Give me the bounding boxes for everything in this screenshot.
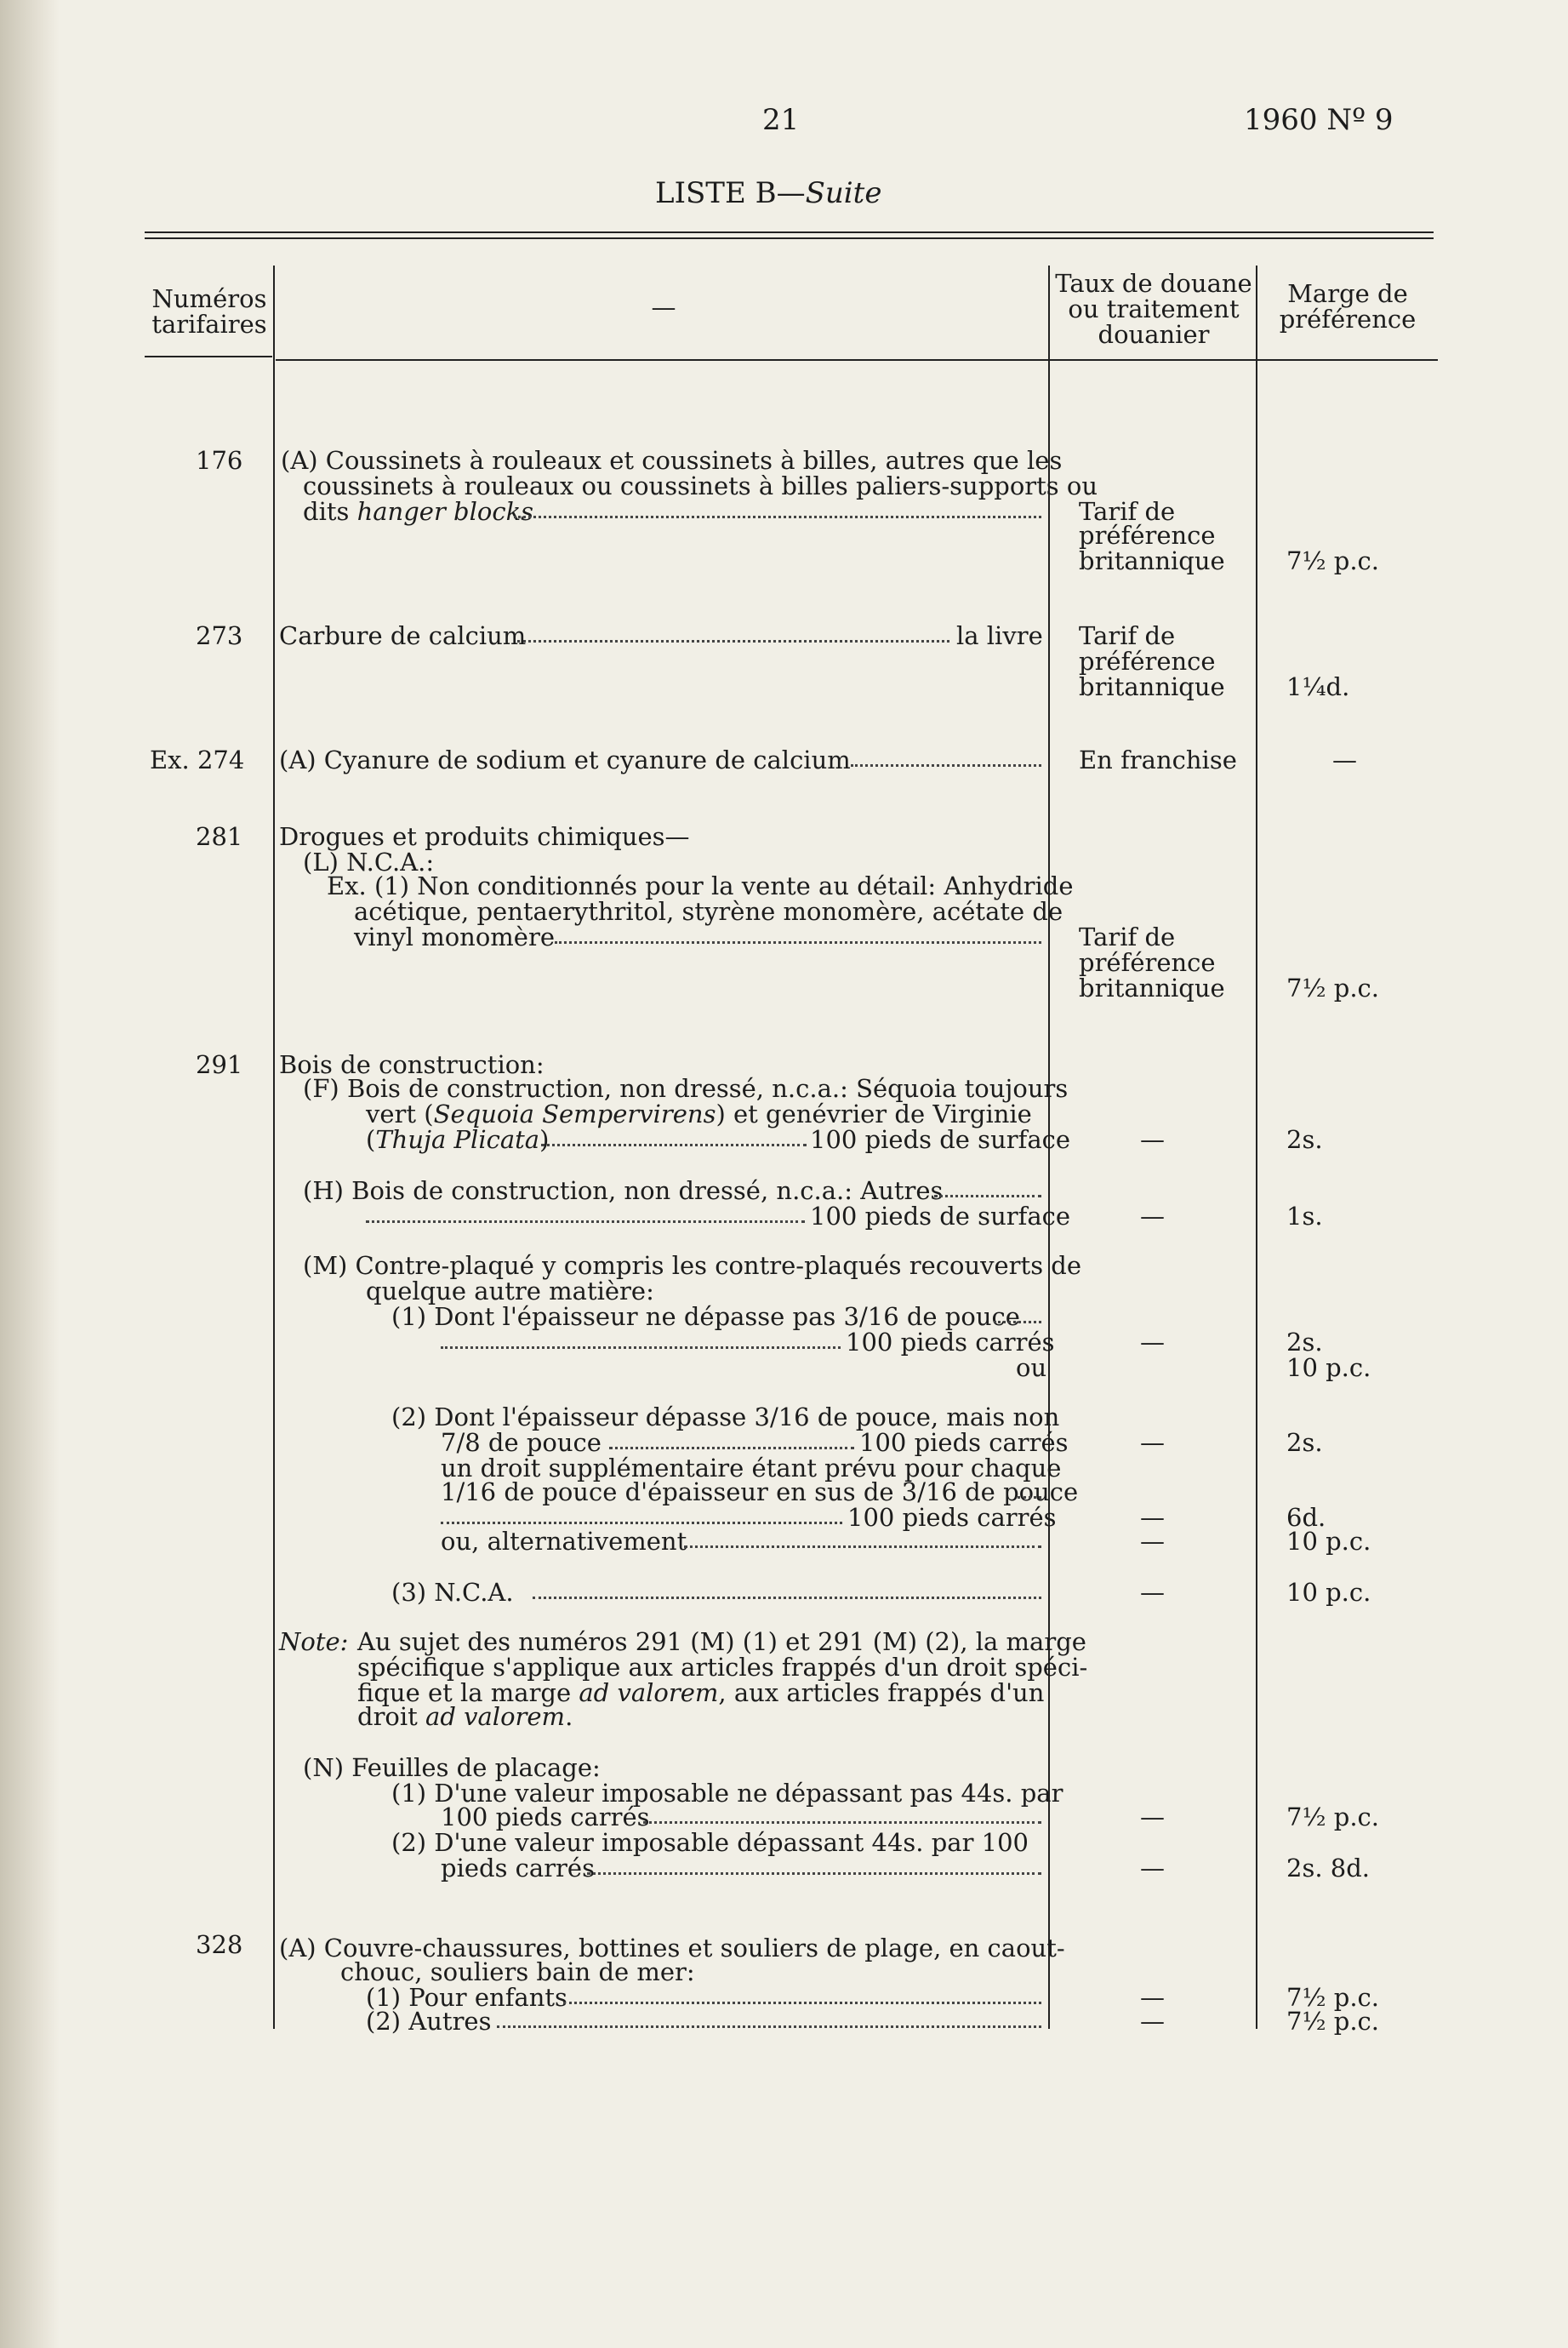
rate-291-f: — [1140, 1125, 1165, 1154]
entry-291-m2-alt: ou, alternativement [441, 1527, 687, 1556]
rate-176-line-2: préférence [1079, 521, 1216, 550]
col-header-margin: Marge de préférence [1279, 279, 1417, 334]
tariff-no-273: 273 [196, 621, 243, 650]
margin-291-n1: 7½ p.c. [1286, 1802, 1380, 1831]
rate-176-line-3: britannique [1079, 546, 1225, 575]
entry-176-line-1: (A) Coussinets à rouleaux et coussinets à billes, autres que les [281, 446, 1063, 475]
rate-176-line-1: Tarif de [1079, 497, 1176, 526]
entry-274-text: (A) Cyanure de sodium et cyanure de calcium [279, 746, 851, 774]
entry-291-n-line-1: (N) Feuilles de placage: [303, 1753, 601, 1782]
col-header-description: — [651, 293, 676, 322]
margin-291-m2: 2s. [1286, 1428, 1323, 1457]
header-rule-tariff [145, 356, 272, 357]
rate-291-m3: — [1140, 1578, 1165, 1607]
col-header-rate: Taux de douane ou traitement douanier [1055, 269, 1252, 349]
entry-291-unit-f: 100 pieds de surface [810, 1125, 1071, 1154]
entry-273-unit: la livre [956, 621, 1043, 650]
tariff-no-281: 281 [196, 822, 243, 851]
margin-328-2: 7½ p.c. [1286, 2007, 1380, 2036]
leader-291-h-1 [934, 1195, 1041, 1197]
entry-291-m-line-2: quelque autre matière: [366, 1277, 654, 1305]
entry-281-line-1: Drogues et produits chimiques— [279, 822, 690, 851]
rate-291-m2: — [1140, 1428, 1165, 1457]
page-title: LISTE B—Suite [655, 176, 882, 210]
note-line-3: fique et la marge ad valorem, aux articles frappés d'un [357, 1678, 1045, 1707]
rate-291-n2: — [1140, 1854, 1165, 1882]
entry-328-line-4: (2) Autres [366, 2007, 492, 2036]
margin-291-m1-adval: 10 p.c. [1286, 1353, 1371, 1382]
rate-281-line-1: Tarif de [1079, 923, 1176, 951]
entry-291-n2-line-1: (2) D'une valeur imposable dépassant 44s. par 100 [391, 1828, 1029, 1857]
margin-291-m2-add: 6d. [1286, 1503, 1326, 1532]
entry-328-line-1: (A) Couvre-chaussures, bottines et souliers de plage, en caout- [279, 1934, 1065, 1962]
rate-291-m2-add: — [1140, 1503, 1165, 1532]
entry-291-m3: (3) N.C.A. [391, 1578, 514, 1607]
leader-273 [517, 640, 949, 643]
leader-291-h-2 [366, 1220, 805, 1223]
leader-291-m2-add-2 [441, 1522, 842, 1524]
leader-281 [555, 941, 1041, 944]
tariff-no-328: 328 [196, 1930, 243, 1959]
entry-273-text: Carbure de calcium [279, 621, 527, 650]
top-rule-1 [145, 231, 1434, 233]
rate-291-m1: — [1140, 1328, 1165, 1357]
page-number: 21 [762, 103, 800, 137]
entry-291-m2-line-1: (2) Dont l'épaisseur dépasse 3/16 de pouce, mais non [391, 1403, 1060, 1431]
margin-291-n2: 2s. 8d. [1286, 1854, 1371, 1882]
note-line-2: spécifique s'applique aux articles frappés d'un droit spéci- [357, 1653, 1088, 1682]
margin-291-f: 2s. [1286, 1125, 1323, 1154]
leader-291-n1 [643, 1821, 1041, 1824]
rate-273-line-1: Tarif de [1079, 621, 1176, 650]
entry-291-m2-line-2: 7/8 de pouce [441, 1428, 602, 1457]
margin-291-m2-alt: 10 p.c. [1286, 1527, 1371, 1556]
leader-291-f [541, 1144, 807, 1146]
leader-291-m1-1 [994, 1321, 1041, 1323]
leader-328-2 [497, 2025, 1041, 2028]
entry-176-line-2: coussinets à rouleaux ou coussinets à billes paliers-supports ou [303, 471, 1098, 500]
rate-291-n1: — [1140, 1802, 1165, 1831]
entry-291-line-2: (F) Bois de construction, non dressé, n.c.a.: Séquoia toujours [303, 1074, 1069, 1103]
rate-291-m2-alt: — [1140, 1527, 1165, 1556]
leader-328-1 [563, 2002, 1041, 2004]
note-line-4: droit ad valorem. [357, 1702, 573, 1731]
leader-291-m2-add-1 [1018, 1496, 1041, 1499]
issue-number: 1960 Nº 9 [1244, 103, 1394, 137]
leader-291-m1-2 [441, 1346, 841, 1349]
tariff-no-274: Ex. 274 [150, 746, 245, 774]
rate-274: En franchise [1079, 746, 1237, 774]
entry-291-m2-line-4: 1/16 de pouce d'épaisseur en sus de 3/16 de pouce [441, 1477, 1079, 1506]
margin-176: 7½ p.c. [1286, 546, 1380, 575]
top-rule-2 [145, 237, 1434, 239]
note-label: Note: [279, 1627, 349, 1656]
entry-291-unit-m2-add: 100 pieds carrés [847, 1503, 1057, 1532]
entry-176-line-3: dits hanger blocks [303, 497, 534, 526]
leader-291-n2 [587, 1872, 1041, 1875]
entry-281-line-4: acétique, pentaerythritol, styrène monomère, acétate de [354, 897, 1063, 926]
entry-291-n1-line-1: (1) D'une valeur imposable ne dépassant pas 44s. par [391, 1779, 1063, 1808]
entry-281-line-5: vinyl monomère [354, 923, 555, 951]
leader-291-m2-alt [684, 1545, 1041, 1548]
entry-291-or: ou [1016, 1353, 1047, 1382]
entry-328-line-2: chouc, souliers bain de mer: [340, 1957, 695, 1986]
entry-291-line-4: (Thuja Plicata) [366, 1125, 550, 1154]
margin-291-m1-specific: 2s. [1286, 1328, 1323, 1357]
margin-291-h: 1s. [1286, 1202, 1323, 1231]
rate-281-line-3: britannique [1079, 974, 1225, 1003]
divider-margin [1256, 266, 1257, 2029]
entry-291-m-line-1: (M) Contre-plaqué y compris les contre-plaqués recouverts de [303, 1251, 1082, 1280]
margin-328-1: 7½ p.c. [1286, 1983, 1380, 2012]
entry-281-line-3: Ex. (1) Non conditionnés pour la vente au détail: Anhydride [327, 871, 1074, 900]
tariff-no-176: 176 [196, 446, 243, 475]
margin-273: 1¼d. [1286, 672, 1350, 701]
divider-description [273, 266, 275, 2029]
entry-291-m1-line-1: (1) Dont l'épaisseur ne dépasse pas 3/16 de pouce [391, 1302, 1020, 1331]
rate-273-line-3: britannique [1079, 672, 1225, 701]
entry-281-line-2: (L) N.C.A.: [303, 848, 435, 877]
margin-281: 7½ p.c. [1286, 974, 1380, 1003]
page-gutter [0, 0, 60, 2348]
margin-291-m3: 10 p.c. [1286, 1578, 1371, 1607]
entry-291-line-3: vert (Sequoia Sempervirens) et genévrier de Virginie [366, 1100, 1032, 1128]
note-line-1: Au sujet des numéros 291 (M) (1) et 291 (M) (2), la marge [357, 1627, 1086, 1656]
rate-281-line-2: préférence [1079, 948, 1216, 977]
entry-291-n1-line-2: 100 pieds carrés [441, 1802, 650, 1831]
rate-328-1: — [1140, 1983, 1165, 2012]
leader-176 [514, 516, 1041, 518]
entry-328-line-3: (1) Pour enfants [366, 1983, 567, 2012]
rate-291-h: — [1140, 1202, 1165, 1231]
rate-328-2: — [1140, 2007, 1165, 2036]
entry-291-unit-m2: 100 pieds carrés [859, 1428, 1069, 1457]
tariff-no-291: 291 [196, 1050, 243, 1079]
leader-291-m3 [533, 1597, 1041, 1599]
entry-291-h-line-1: (H) Bois de construction, non dressé, n.c.a.: Autres [303, 1176, 944, 1205]
entry-291-line-1: Bois de construction: [279, 1050, 545, 1079]
entry-291-unit-h: 100 pieds de surface [810, 1202, 1071, 1231]
entry-291-m2-line-3: un droit supplémentaire étant prévu pour chaque [441, 1454, 1062, 1482]
leader-291-m2 [609, 1447, 854, 1449]
margin-274: — [1332, 746, 1357, 774]
entry-291-unit-m1: 100 pieds carrés [846, 1328, 1055, 1357]
rate-273-line-2: préférence [1079, 647, 1216, 676]
header-rule-main [276, 359, 1438, 361]
leader-274 [851, 764, 1041, 767]
entry-291-n2-line-2: pieds carrés [441, 1854, 595, 1882]
col-header-tariff: Numéros tarifaires [151, 284, 267, 339]
